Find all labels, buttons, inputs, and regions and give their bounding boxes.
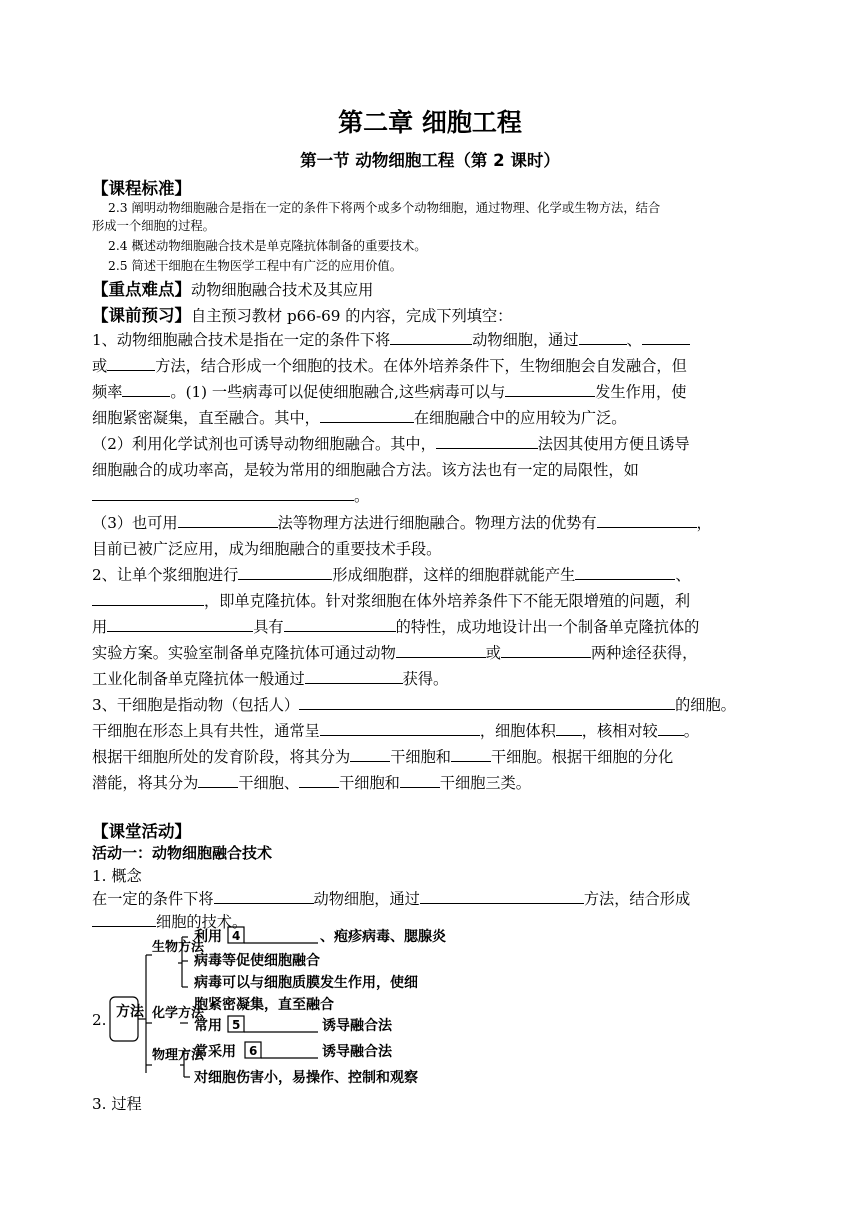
q2-line-3: 用 具有 的特性，成功地设计出一个制备单克隆抗体的 bbox=[92, 618, 700, 636]
fill-blank[interactable] bbox=[396, 643, 486, 658]
fill-blank[interactable] bbox=[501, 643, 591, 658]
fill-blank[interactable] bbox=[92, 591, 204, 606]
standard-item: 2.5 简述干细胞在生物医学工程中有广泛的应用价值。 bbox=[108, 259, 402, 273]
q2-line-4: 实验方案。实验室制备单克隆抗体可通过动物 或 两种途径获得， bbox=[92, 644, 698, 662]
standard-item: 形成一个细胞的过程。 bbox=[92, 219, 215, 233]
svg-text:诱导融合法: 诱导融合法 bbox=[322, 1044, 392, 1060]
fill-blank[interactable] bbox=[178, 513, 278, 528]
standards-heading: 【课程标准】 bbox=[92, 179, 191, 198]
box-number: 4 bbox=[232, 929, 241, 943]
key-points-text: 动物细胞融合技术及其应用 bbox=[191, 281, 374, 299]
fill-blank[interactable] bbox=[305, 669, 403, 684]
q2-line-1: 2、让单个浆细胞进行 形成细胞群，这样的细胞群就能产生 、 bbox=[92, 566, 691, 584]
preview-heading: 【课前预习】 bbox=[92, 306, 191, 325]
q1-line-9: 目前已被广泛应用，成为细胞融合的重要技术手段。 bbox=[92, 540, 442, 558]
q1-line-7: 。 bbox=[92, 485, 772, 506]
q3-line-2: 干细胞在形态上具有共性，通常呈 ，细胞体积 ，核相对较 。 bbox=[92, 722, 699, 740]
fill-blank[interactable] bbox=[658, 721, 684, 736]
diagram-bio: 生物方法 bbox=[152, 940, 205, 955]
fill-blank[interactable] bbox=[122, 382, 170, 397]
q2-line-5: 工业化制备单克隆抗体一般通过 获得。 bbox=[92, 670, 449, 688]
svg-text:常采用: 常采用 bbox=[194, 1044, 236, 1060]
concept-label: 1. 概念 bbox=[92, 867, 142, 885]
fill-blank[interactable] bbox=[299, 773, 339, 788]
svg-text:常用: 常用 bbox=[194, 1018, 222, 1034]
activity-heading: 【课堂活动】 bbox=[92, 822, 191, 841]
chapter-title: 第二章 细胞工程 bbox=[338, 108, 522, 137]
q3-line-3: 根据干细胞所处的发育阶段，将其分为 干细胞和 干细胞。根据干细胞的分化 bbox=[92, 748, 674, 766]
diagram-chem: 化学方法 bbox=[152, 1006, 205, 1021]
q1-line-8: （3）也可用 法等物理方法进行细胞融合。物理方法的优势有 ， bbox=[92, 514, 712, 532]
fill-blank[interactable] bbox=[238, 565, 332, 580]
fill-blank[interactable] bbox=[436, 434, 538, 449]
svg-text:病毒等促使细胞融合: 病毒等促使细胞融合 bbox=[194, 953, 320, 969]
concept-line-1: 在一定的条件下将 动物细胞，通过 方法，结合形成 bbox=[92, 890, 691, 908]
q2-line-2: ，即单克隆抗体。针对浆细胞在体外培养条件下不能无限增殖的问题，利 bbox=[92, 590, 772, 611]
fill-blank[interactable] bbox=[390, 330, 472, 345]
fill-blank[interactable] bbox=[451, 747, 491, 762]
svg-text:诱导融合法: 诱导融合法 bbox=[322, 1018, 392, 1034]
key-points-heading: 【重点难点】 bbox=[92, 280, 191, 299]
fill-blank[interactable] bbox=[198, 773, 238, 788]
preview-header bbox=[92, 302, 772, 326]
fill-blank[interactable] bbox=[505, 382, 595, 397]
q1-line-2: 或 方法，结合形成一个细胞的技术。在体外培养条件下，生物细胞会自发融合，但 bbox=[92, 357, 687, 375]
svg-text:利用: 利用 bbox=[194, 929, 222, 945]
fill-blank[interactable] bbox=[214, 889, 314, 904]
box-number: 5 bbox=[232, 1018, 241, 1032]
fill-blank[interactable] bbox=[299, 695, 675, 710]
fill-blank[interactable] bbox=[556, 721, 582, 736]
key-points bbox=[92, 276, 772, 300]
q1-line-6: 细胞融合的成功率高，是较为常用的细胞融合方法。该方法也有一定的局限性，如 bbox=[92, 461, 639, 479]
fill-blank[interactable] bbox=[575, 565, 675, 580]
svg-text:病毒可以与细胞质膜发生作用，使细: 病毒可以与细胞质膜发生作用，使细 bbox=[194, 975, 418, 991]
section-subtitle: 第一节 动物细胞工程（第 2 课时） bbox=[300, 151, 560, 170]
q3-line-1: 3、干细胞是指动物（包括人） 的细胞。 bbox=[92, 696, 736, 714]
box-number: 6 bbox=[249, 1044, 258, 1058]
fill-blank[interactable] bbox=[92, 486, 354, 501]
fill-blank[interactable] bbox=[579, 330, 627, 345]
q1-line-5: （2）利用化学试剂也可诱导动物细胞融合。其中， 法因其使用方便且诱导 bbox=[92, 435, 690, 453]
fill-blank[interactable] bbox=[642, 330, 690, 345]
fill-blank[interactable] bbox=[107, 617, 253, 632]
standard-item: 2.4 概述动物细胞融合技术是单克隆抗体制备的重要技术。 bbox=[108, 239, 427, 253]
q1-line-4: 细胞紧密凝集，直至融合。其中， 在细胞融合中的应用较为广泛。 bbox=[92, 409, 627, 427]
q3-line-4: 潜能，将其分为 干细胞、 干细胞和 干细胞三类。 bbox=[92, 774, 531, 792]
preview-intro: 自主预习教材 p66-69 的内容，完成下列填空： bbox=[191, 307, 513, 325]
diagram-phys: 物理方法 bbox=[152, 1048, 205, 1063]
fill-blank[interactable] bbox=[320, 721, 480, 736]
fill-blank[interactable] bbox=[284, 617, 396, 632]
concept-line-2: 细胞的技术。 bbox=[92, 911, 772, 932]
q1-line-3: 频率 。(1) 一些病毒可以促使细胞融合,这些病毒可以与 发生作用，使 bbox=[92, 383, 687, 401]
fill-blank[interactable] bbox=[320, 408, 414, 423]
activity-title: 活动一：动物细胞融合技术 bbox=[92, 844, 273, 862]
fill-blank[interactable] bbox=[400, 773, 440, 788]
fill-blank[interactable] bbox=[350, 747, 390, 762]
svg-text:、疱疹病毒、腮腺炎: 、疱疹病毒、腮腺炎 bbox=[320, 929, 446, 945]
q1-line-1: 1、动物细胞融合技术是指在一定的条件下将 动物细胞，通过 、 bbox=[92, 329, 772, 350]
diagram-root-top: 方法 bbox=[116, 1004, 144, 1020]
fill-blank[interactable] bbox=[107, 356, 155, 371]
methods-prefix: 2. bbox=[92, 1011, 107, 1029]
fill-blank[interactable] bbox=[597, 513, 697, 528]
process-label: 3. 过程 bbox=[92, 1095, 142, 1113]
fusion-methods-diagram bbox=[88, 925, 508, 1090]
standard-item: 2.3 阐明动物细胞融合是指在一定的条件下将两个或多个动物细胞，通过物理、化学或生物方法，结合 bbox=[108, 201, 661, 215]
fill-blank[interactable] bbox=[420, 889, 584, 904]
svg-text:对细胞伤害小，易操作、控制和观察: 对细胞伤害小，易操作、控制和观察 bbox=[194, 1070, 418, 1086]
svg-text:胞紧密凝集，直至融合: 胞紧密凝集，直至融合 bbox=[194, 997, 334, 1013]
